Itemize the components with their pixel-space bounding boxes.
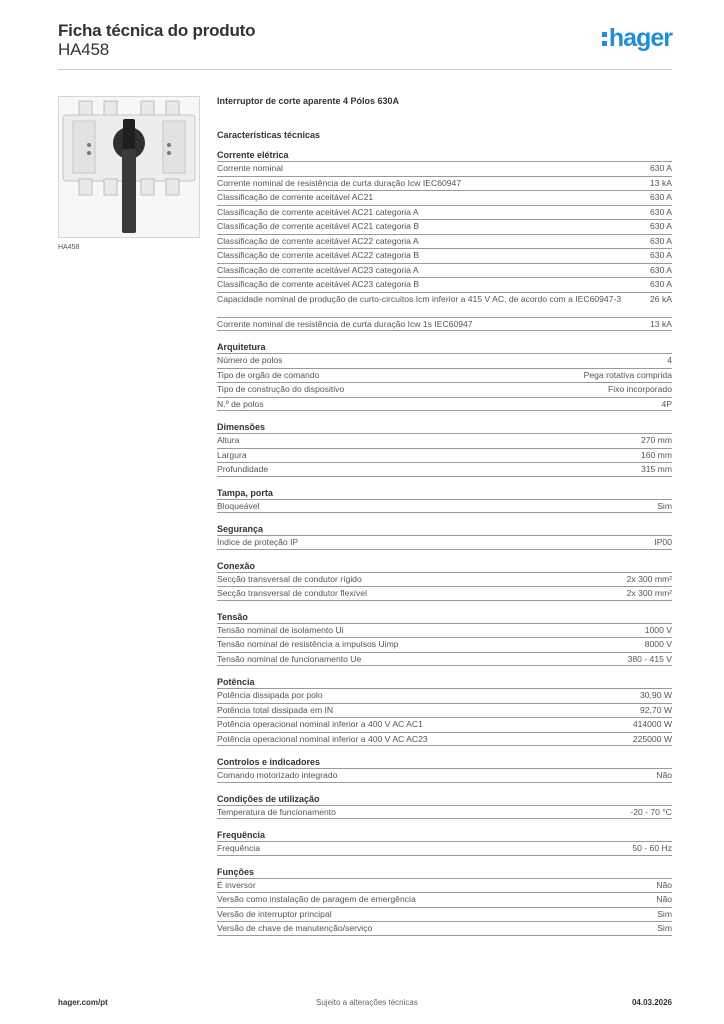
spec-label: Classificação de corrente aceitável AC21 categoria A: [217, 206, 419, 217]
spec-value: Não: [656, 879, 672, 890]
spec-value: Pega rotativa comprida: [583, 369, 672, 380]
spec-row: [217, 397, 672, 412]
spec-value: 630 A: [650, 192, 672, 202]
spec-section: [217, 488, 672, 514]
spec-value: 26 kA: [650, 293, 672, 304]
spec-value: 630 A: [650, 264, 672, 275]
spec-rows: [217, 805, 672, 820]
spec-label: Tipo de construção do dispositivo: [217, 384, 345, 394]
section-title: Conexão: [217, 560, 256, 571]
spec-rows: [217, 433, 672, 477]
spec-value: 380 - 415 V: [627, 653, 672, 664]
spec-row: [217, 805, 672, 820]
section-title: Corrente elétrica: [217, 150, 289, 160]
spec-section: [217, 757, 672, 783]
spec-section: [217, 561, 672, 601]
spec-value: Fixo incorporado: [607, 384, 672, 394]
section-title: Controlos e indicadores: [217, 757, 321, 767]
spec-value: 630 A: [650, 163, 672, 173]
section-title: Tensão: [217, 611, 248, 622]
spec-value: Sim: [657, 500, 672, 511]
spec-row: [217, 637, 672, 652]
section-title: Condições de utilização: [217, 793, 320, 804]
spec-value: 630 A: [650, 279, 672, 289]
spec-label: Capacidade nominal de produção de curto-circuitos Icm inferior a 415 V AC, de acordo com a IEC60947-3: [217, 293, 622, 304]
section-title: Arquitetura: [217, 342, 266, 352]
spec-row: [217, 263, 672, 278]
spec-label: Bloqueável: [217, 500, 260, 511]
section-title: Frequência: [217, 830, 266, 840]
spec-value: 2x 300 mm²: [626, 573, 672, 584]
footer-note: Sujeito a alterações técnicas: [316, 998, 418, 1007]
spec-value: 30,90 W: [639, 690, 672, 700]
spec-row: [217, 892, 672, 907]
spec-section: [217, 867, 672, 936]
spec-row: [217, 732, 672, 747]
footer-date: 04.03.2026: [631, 998, 672, 1007]
spec-rows: [217, 841, 672, 856]
spec-section: [217, 342, 672, 411]
spec-value: Não: [656, 894, 672, 904]
page-title: Ficha técnica do produto: [58, 21, 256, 40]
spec-row: [217, 878, 672, 893]
spec-row: [217, 572, 672, 587]
spec-row: [217, 623, 672, 638]
spec-row: [217, 205, 672, 220]
spec-label: Profundidade: [217, 464, 269, 474]
spec-label: Corrente nominal de resistência de curta duração Icw 1s IEC60947: [217, 318, 473, 329]
spec-label: Comando motorizado integrado: [217, 770, 338, 780]
spec-label: Classificação de corrente aceitável AC22 categoria A: [217, 235, 419, 246]
section-title: Dimensões: [217, 422, 266, 432]
spec-label: Temperatura de funcionamento: [217, 806, 336, 817]
spec-row: [217, 907, 672, 922]
section-title: Tampa, porta: [217, 487, 273, 498]
product-image: [58, 96, 200, 238]
spec-content: [217, 94, 672, 936]
spec-label: Tensão nominal de isolamento Ui: [217, 624, 344, 635]
spec-value: 13 kA: [650, 177, 672, 188]
spec-value: 225000 W: [632, 733, 672, 744]
spec-value: 50 - 60 Hz: [632, 843, 672, 853]
spec-label: Potência operacional nominal inferior a 400 V AC AC23: [217, 733, 428, 744]
product-code: HA458: [58, 40, 109, 59]
spec-row: [217, 462, 672, 477]
spec-value: 414000 W: [632, 719, 672, 729]
spec-row: [217, 535, 672, 550]
product-description: Interruptor de corte aparente 4 Pólos 630A: [217, 96, 400, 106]
spec-value: -20 - 70 °C: [630, 806, 672, 817]
spec-label: Classificação de corrente aceitável AC21 categoria B: [217, 221, 420, 231]
spec-row: [217, 234, 672, 249]
spec-value: 630 A: [650, 221, 672, 231]
spec-label: Secção transversal de condutor flexível: [217, 588, 367, 598]
spec-section: [217, 612, 672, 667]
spec-value: 13 kA: [650, 318, 672, 329]
spec-row: [217, 190, 672, 205]
spec-row: [217, 921, 672, 936]
spec-row: [217, 652, 672, 667]
spec-label: Tensão nominal de resistência a impulsos Uimp: [217, 639, 399, 649]
spec-rows: [217, 353, 672, 411]
spec-label: Classificação de corrente aceitável AC21: [217, 192, 374, 202]
spec-label: Versão de interruptor principal: [217, 908, 332, 919]
spec-label: Corrente nominal de resistência de curta duração Icw IEC60947: [217, 177, 462, 188]
spec-row: [217, 703, 672, 718]
spec-row: [217, 368, 672, 383]
spec-row: [217, 382, 672, 397]
hager-logo[interactable]: [602, 24, 672, 53]
spec-rows: [217, 535, 672, 550]
spec-label: N.º de polos: [217, 398, 264, 409]
spec-value: Sim: [657, 908, 672, 919]
image-caption: HA458: [58, 244, 80, 251]
spec-row: [217, 248, 672, 263]
spec-value: Não: [656, 770, 672, 780]
spec-section: [217, 422, 672, 477]
spec-label: Tensão nominal de funcionamento Ue: [217, 653, 362, 664]
spec-label: Classificação de corrente aceitável AC22 categoria B: [217, 250, 420, 260]
spec-row: [217, 768, 672, 783]
spec-row: [217, 586, 672, 601]
footer-website[interactable]: hager.com/pt: [58, 998, 108, 1007]
spec-label: Versão como instalação de paragem de emergência: [217, 894, 416, 904]
spec-section: [217, 150, 672, 331]
spec-label: Tipo de orgão de comando: [217, 369, 320, 380]
spec-value: Sim: [657, 923, 672, 933]
spec-rows: [217, 499, 672, 514]
spec-section: [217, 524, 672, 550]
spec-value: 92,70 W: [639, 704, 672, 715]
switch-disconnector-photo-icon: [59, 97, 199, 237]
spec-value: 270 mm: [640, 435, 672, 445]
section-title: Potência: [217, 677, 255, 687]
spec-label: Corrente nominal: [217, 163, 283, 173]
spec-label: Altura: [217, 435, 240, 445]
spec-rows: [217, 768, 672, 783]
spec-row: [217, 317, 672, 332]
spec-row: [217, 176, 672, 191]
spec-value: 630 A: [650, 250, 672, 260]
spec-row: [217, 277, 672, 292]
spec-row: [217, 353, 672, 368]
logo-text: hager: [608, 24, 672, 52]
spec-row: [217, 688, 672, 703]
spec-value: 1000 V: [644, 624, 672, 635]
section-title: Funções: [217, 866, 255, 877]
spec-value: 315 mm: [640, 464, 672, 474]
spec-label: É inversor: [217, 879, 256, 890]
spec-value: 630 A: [650, 235, 672, 246]
spec-label: Classificação de corrente aceitável AC23 categoria B: [217, 279, 420, 289]
spec-row: [217, 499, 672, 514]
spec-value: IP00: [654, 537, 672, 547]
spec-value: 4P: [661, 398, 672, 409]
spec-rows: [217, 572, 672, 601]
spec-row: [217, 433, 672, 448]
spec-rows: [217, 623, 672, 667]
spec-label: Potência total dissipada em IN: [217, 704, 334, 715]
spec-label: Frequência: [217, 843, 260, 853]
spec-row: [217, 161, 672, 176]
spec-rows: [217, 878, 672, 936]
section-title: Segurança: [217, 524, 264, 534]
spec-rows: [217, 161, 672, 331]
spec-value: 2x 300 mm²: [626, 588, 672, 598]
spec-row: [217, 841, 672, 856]
spec-label: Número de polos: [217, 355, 283, 365]
logo-dots-icon: [602, 32, 607, 46]
spec-row: [217, 717, 672, 732]
spec-row: [217, 448, 672, 463]
spec-sections: [217, 150, 672, 936]
spec-label: Classificação de corrente aceitável AC23 categoria A: [217, 264, 419, 275]
spec-value: 8000 V: [644, 639, 672, 649]
spec-label: Índice de proteção IP: [217, 537, 299, 547]
spec-label: Versão de chave de manutenção/serviço: [217, 923, 373, 933]
spec-value: 4: [667, 355, 672, 365]
characteristics-title: Características técnicas: [217, 130, 321, 140]
spec-label: Potência operacional nominal inferior a 400 V AC AC1: [217, 719, 423, 729]
spec-row: [217, 292, 672, 317]
spec-rows: [217, 688, 672, 746]
spec-label: Secção transversal de condutor rígido: [217, 573, 362, 584]
page-header: [58, 20, 672, 70]
spec-label: Largura: [217, 449, 247, 460]
spec-value: 630 A: [650, 206, 672, 217]
spec-value: 160 mm: [640, 449, 672, 460]
spec-row: [217, 219, 672, 234]
spec-label: Potência dissipada por polo: [217, 690, 323, 700]
spec-section: [217, 794, 672, 820]
spec-section: [217, 830, 672, 856]
spec-section: [217, 677, 672, 746]
